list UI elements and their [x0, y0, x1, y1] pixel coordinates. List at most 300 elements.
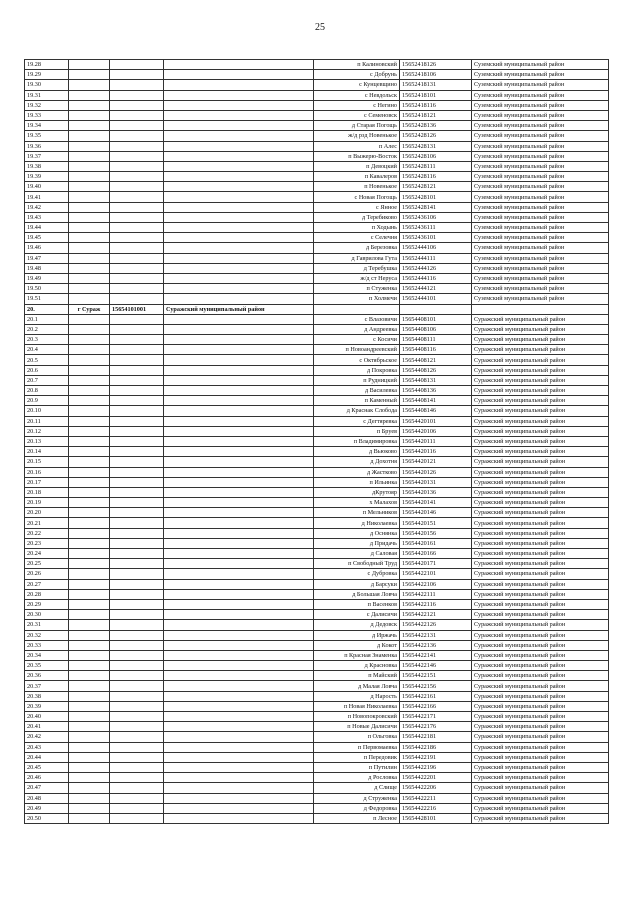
empty-cell [164, 630, 314, 640]
oktmo-code-cell: 15654422181 [400, 732, 472, 742]
empty-cell [69, 579, 110, 589]
empty-cell [164, 487, 314, 497]
table-row [25, 70, 609, 80]
empty-cell [110, 436, 164, 446]
row-number-cell: 19.28 [25, 60, 69, 70]
row-number-cell: 20.26 [25, 569, 69, 579]
row-number-cell: 19.51 [25, 294, 69, 304]
empty-cell [69, 243, 110, 253]
empty-cell [164, 314, 314, 324]
locality-cell: д Рословка [314, 773, 400, 783]
row-number-cell: 20.36 [25, 671, 69, 681]
table-row [25, 284, 609, 294]
table-row [25, 294, 609, 304]
oktmo-code-cell: 15652418126 [400, 60, 472, 70]
empty-cell [69, 426, 110, 436]
row-number-cell: 20.21 [25, 518, 69, 528]
empty-cell [69, 324, 110, 334]
empty-cell [110, 375, 164, 385]
empty-cell [69, 752, 110, 762]
district-cell: Суземский муниципальный район [472, 233, 609, 243]
empty-cell [164, 60, 314, 70]
district-cell: Суражский муниципальный район [472, 579, 609, 589]
table-row [25, 436, 609, 446]
district-cell: Суземский муниципальный район [472, 273, 609, 283]
table-row [25, 406, 609, 416]
empty-cell [69, 742, 110, 752]
table-row [25, 467, 609, 477]
empty-cell [110, 742, 164, 752]
district-cell: Суражский муниципальный район [472, 691, 609, 701]
locality-cell: с Дубровка [314, 569, 400, 579]
row-number-cell: 20.35 [25, 661, 69, 671]
locality-cell: д Дохотня [314, 457, 400, 467]
empty-cell [314, 304, 400, 314]
locality-cell: п Выжерю-Восток [314, 151, 400, 161]
table-row [25, 110, 609, 120]
oktmo-code-cell: 15654408116 [400, 345, 472, 355]
oktmo-code-cell: 15654420171 [400, 559, 472, 569]
district-cell: Суражский муниципальный район [472, 569, 609, 579]
section-header-row [25, 304, 609, 314]
district-cell: Суражский муниципальный район [472, 752, 609, 762]
row-number-cell: 20.30 [25, 610, 69, 620]
empty-cell [69, 650, 110, 660]
district-cell: Суземский муниципальный район [472, 263, 609, 273]
empty-cell [164, 773, 314, 783]
empty-cell [164, 375, 314, 385]
row-number-cell: 19.40 [25, 182, 69, 192]
locality-cell: п Передовик [314, 752, 400, 762]
table-row [25, 762, 609, 772]
empty-cell [164, 110, 314, 120]
locality-cell: д Красновка [314, 661, 400, 671]
oktmo-code-cell: 15654422191 [400, 752, 472, 762]
empty-cell [69, 131, 110, 141]
row-number-cell: 20.16 [25, 467, 69, 477]
table-row [25, 752, 609, 762]
row-number-cell: 20.25 [25, 559, 69, 569]
district-cell: Суземский муниципальный район [472, 182, 609, 192]
oktmo-code-cell: 15654408111 [400, 335, 472, 345]
empty-cell [69, 640, 110, 650]
district-cell: Суражский муниципальный район [472, 661, 609, 671]
table-row [25, 498, 609, 508]
empty-cell [110, 538, 164, 548]
empty-cell [69, 233, 110, 243]
empty-cell [164, 610, 314, 620]
locality-cell: п Ильинка [314, 477, 400, 487]
locality-cell: п Рудницкий [314, 375, 400, 385]
empty-cell [69, 253, 110, 263]
table-row [25, 426, 609, 436]
empty-cell [164, 559, 314, 569]
district-cell: Суземский муниципальный район [472, 243, 609, 253]
table-row [25, 640, 609, 650]
locality-cell: дКрутояр [314, 487, 400, 497]
locality-cell: п Алес [314, 141, 400, 151]
empty-cell [69, 610, 110, 620]
empty-cell [110, 589, 164, 599]
empty-cell [110, 691, 164, 701]
row-number-cell: 19.43 [25, 212, 69, 222]
empty-cell [69, 90, 110, 100]
oktmo-code-cell: 15654420151 [400, 518, 472, 528]
oktmo-code-cell: 15652428131 [400, 141, 472, 151]
locality-cell: с Косичи [314, 335, 400, 345]
row-number-cell: 20.11 [25, 416, 69, 426]
page-number: 25 [315, 22, 325, 33]
oktmo-code-cell: 15652444121 [400, 284, 472, 294]
table-row [25, 803, 609, 813]
table-row [25, 345, 609, 355]
empty-cell [110, 110, 164, 120]
empty-cell [69, 457, 110, 467]
oktmo-code-cell: 15652418101 [400, 90, 472, 100]
locality-cell: п Лесное [314, 813, 400, 823]
empty-cell [69, 396, 110, 406]
table-row [25, 182, 609, 192]
locality-cell: с Кунцевщино [314, 80, 400, 90]
empty-cell [164, 172, 314, 182]
district-cell: Суражский муниципальный район [472, 508, 609, 518]
locality-cell: д Струженка [314, 793, 400, 803]
empty-cell [69, 681, 110, 691]
district-cell: Суражский муниципальный район [472, 345, 609, 355]
district-cell: Суражский муниципальный район [472, 599, 609, 609]
district-cell: Суражский муниципальный район [472, 549, 609, 559]
empty-cell [69, 773, 110, 783]
table-row [25, 712, 609, 722]
oktmo-code-cell: 15654408136 [400, 386, 472, 396]
row-number-cell: 20.14 [25, 447, 69, 457]
empty-cell [110, 498, 164, 508]
locality-cell: д Кокот [314, 640, 400, 650]
empty-cell [69, 447, 110, 457]
district-cell: Суражский муниципальный район [472, 742, 609, 752]
oktmo-code-cell: 15652428116 [400, 172, 472, 182]
empty-cell [69, 569, 110, 579]
row-number-cell: 19.34 [25, 121, 69, 131]
locality-cell: д Жастково [314, 467, 400, 477]
empty-cell [164, 742, 314, 752]
empty-cell [110, 477, 164, 487]
oktmo-code-cell: 15654422196 [400, 762, 472, 772]
district-cell: Суражский муниципальный район [472, 314, 609, 324]
empty-cell [164, 589, 314, 599]
row-number-cell: 19.45 [25, 233, 69, 243]
locality-cell: д Теребиково [314, 212, 400, 222]
row-number-cell: 20.9 [25, 396, 69, 406]
row-number-cell: 20.38 [25, 691, 69, 701]
row-number-cell: 20.47 [25, 783, 69, 793]
empty-cell [69, 100, 110, 110]
table-row [25, 722, 609, 732]
oktmo-code-cell: 15652418106 [400, 70, 472, 80]
empty-cell [110, 518, 164, 528]
empty-cell [110, 681, 164, 691]
empty-cell [164, 803, 314, 813]
row-number-cell: 20.41 [25, 722, 69, 732]
locality-cell: ж/д рзд Новенькое [314, 131, 400, 141]
empty-cell [164, 783, 314, 793]
row-number-cell: 20.40 [25, 712, 69, 722]
locality-cell: д Вьюково [314, 447, 400, 457]
district-cell: Суражский муниципальный район [472, 487, 609, 497]
table-row [25, 335, 609, 345]
oktmo-code-cell: 15654422126 [400, 620, 472, 630]
table-row [25, 243, 609, 253]
empty-cell [164, 681, 314, 691]
table-row [25, 569, 609, 579]
empty-cell [110, 60, 164, 70]
oktmo-code-cell: 15654422156 [400, 681, 472, 691]
empty-cell [110, 610, 164, 620]
district-cell: Суражский муниципальный район [472, 589, 609, 599]
empty-cell [164, 141, 314, 151]
row-number-cell: 19.36 [25, 141, 69, 151]
locality-cell: п Кавалеров [314, 172, 400, 182]
oktmo-code-cell: 15654420131 [400, 477, 472, 487]
empty-cell [164, 813, 314, 823]
locality-cell: с Добрунь [314, 70, 400, 80]
row-number-cell: 19.37 [25, 151, 69, 161]
empty-cell [164, 263, 314, 273]
table-row [25, 661, 609, 671]
empty-cell [110, 182, 164, 192]
row-number-cell: 19.31 [25, 90, 69, 100]
oktmo-code-cell: 15652428111 [400, 161, 472, 171]
row-number-cell: 19.44 [25, 223, 69, 233]
district-cell: Суражский муниципальный район [472, 365, 609, 375]
table-row [25, 477, 609, 487]
district-cell: Суражский муниципальный район [472, 406, 609, 416]
empty-cell [110, 620, 164, 630]
table-row [25, 355, 609, 365]
empty-cell [110, 335, 164, 345]
row-number-cell: 20.29 [25, 599, 69, 609]
empty-cell [110, 80, 164, 90]
district-cell: Суземский муниципальный район [472, 202, 609, 212]
empty-cell [110, 355, 164, 365]
empty-cell [164, 599, 314, 609]
empty-cell [164, 386, 314, 396]
district-cell: Суражский муниципальный район [472, 671, 609, 681]
table-row [25, 620, 609, 630]
empty-cell [69, 110, 110, 120]
district-cell: Суземский муниципальный район [472, 80, 609, 90]
oktmo-code-cell: 15654428101 [400, 813, 472, 823]
table-row [25, 386, 609, 396]
table-row [25, 518, 609, 528]
oktmo-code-cell: 15654420111 [400, 436, 472, 446]
row-number-cell: 20.17 [25, 477, 69, 487]
empty-cell [110, 100, 164, 110]
oktmo-code-cell: 15654408146 [400, 406, 472, 416]
locality-cell: д Саловая [314, 549, 400, 559]
table-row [25, 324, 609, 334]
district-cell: Суземский муниципальный район [472, 253, 609, 263]
district-cell: Суземский муниципальный район [472, 151, 609, 161]
district-cell: Суражский муниципальный район [472, 498, 609, 508]
oktmo-code-cell: 15654420116 [400, 447, 472, 457]
locality-cell: д Теребушка [314, 263, 400, 273]
row-number-cell: 19.46 [25, 243, 69, 253]
oktmo-code-cell: 15652418121 [400, 110, 472, 120]
empty-cell [164, 396, 314, 406]
empty-cell [400, 304, 472, 314]
empty-cell [69, 528, 110, 538]
table-row [25, 487, 609, 497]
empty-cell [164, 691, 314, 701]
oktmo-code-cell: 15654420141 [400, 498, 472, 508]
oktmo-code-cell: 15654422121 [400, 610, 472, 620]
district-cell: Суражский муниципальный район [472, 783, 609, 793]
empty-cell [110, 141, 164, 151]
oktmo-code-cell: 15652428126 [400, 131, 472, 141]
oktmo-code-cell: 15654422211 [400, 793, 472, 803]
empty-cell [110, 365, 164, 375]
row-number-cell: 20.7 [25, 375, 69, 385]
oktmo-code-cell: 15654422216 [400, 803, 472, 813]
empty-cell [69, 375, 110, 385]
empty-cell [164, 131, 314, 141]
locality-cell: с Новая Погощь [314, 192, 400, 202]
empty-cell [164, 579, 314, 589]
row-number-cell: 19.35 [25, 131, 69, 141]
table-row [25, 192, 609, 202]
district-cell: Суражский муниципальный район [472, 620, 609, 630]
oktmo-code-cell: 15654408121 [400, 355, 472, 365]
empty-cell [110, 508, 164, 518]
table-body-after [25, 314, 609, 823]
locality-cell: д Николаевка [314, 518, 400, 528]
empty-cell [164, 447, 314, 457]
empty-cell [69, 538, 110, 548]
empty-cell [110, 90, 164, 100]
table-row [25, 773, 609, 783]
section-header-body [25, 304, 609, 314]
locality-cell: с Негино [314, 100, 400, 110]
table-row [25, 559, 609, 569]
district-cell: Суземский муниципальный район [472, 60, 609, 70]
district-cell: Суражский муниципальный район [472, 416, 609, 426]
empty-cell [69, 345, 110, 355]
oktmo-code-cell: 15654422131 [400, 630, 472, 640]
table-row [25, 253, 609, 263]
empty-cell [164, 253, 314, 263]
empty-cell [164, 212, 314, 222]
locality-cell: п Ходынь [314, 223, 400, 233]
row-number-cell: 19.38 [25, 161, 69, 171]
empty-cell [164, 243, 314, 253]
row-number-cell: 19.32 [25, 100, 69, 110]
locality-cell: д Гаврилова Гута [314, 253, 400, 263]
empty-cell [69, 813, 110, 823]
locality-cell: д Барсуки [314, 579, 400, 589]
row-number-cell: 19.42 [25, 202, 69, 212]
oktmo-code-cell: 15654422176 [400, 722, 472, 732]
table-row [25, 681, 609, 691]
table-row [25, 538, 609, 548]
empty-cell [164, 528, 314, 538]
empty-cell [164, 223, 314, 233]
empty-cell [69, 386, 110, 396]
locality-cell: с Далисичи [314, 610, 400, 620]
empty-cell [164, 90, 314, 100]
table-row [25, 732, 609, 742]
empty-cell [164, 549, 314, 559]
oktmo-code-cell: 15654420121 [400, 457, 472, 467]
empty-cell [110, 233, 164, 243]
table-row [25, 793, 609, 803]
district-cell: Суражский муниципальный район [472, 538, 609, 548]
empty-cell [164, 121, 314, 131]
district-cell: Суражский муниципальный район [472, 324, 609, 334]
empty-cell [110, 294, 164, 304]
district-cell: Суражский муниципальный район [472, 773, 609, 783]
row-number-cell: 20.48 [25, 793, 69, 803]
empty-cell [110, 202, 164, 212]
empty-cell [69, 589, 110, 599]
empty-cell [69, 671, 110, 681]
empty-cell [110, 416, 164, 426]
oktmo-code-cell: 15654422106 [400, 579, 472, 589]
empty-cell [110, 528, 164, 538]
table-row [25, 172, 609, 182]
locality-cell: п Девоцкий [314, 161, 400, 171]
empty-cell [110, 467, 164, 477]
row-number-cell: 20.45 [25, 762, 69, 772]
district-cell: Суражский муниципальный район [472, 528, 609, 538]
locality-cell: д Большая Ловча [314, 589, 400, 599]
row-number-cell: 20.27 [25, 579, 69, 589]
empty-cell [69, 487, 110, 497]
empty-cell [110, 579, 164, 589]
empty-cell [69, 223, 110, 233]
locality-cell: п Васенков [314, 599, 400, 609]
district-cell: Суражский муниципальный район [472, 426, 609, 436]
district-cell: Суражский муниципальный район [472, 630, 609, 640]
oktmo-code-cell: 15654422186 [400, 742, 472, 752]
district-cell: Суражский муниципальный район [472, 457, 609, 467]
empty-cell [110, 661, 164, 671]
district-cell: Суражский муниципальный район [472, 732, 609, 742]
district-cell: Суражский муниципальный район [472, 610, 609, 620]
empty-cell [164, 161, 314, 171]
empty-cell [69, 80, 110, 90]
empty-cell [164, 650, 314, 660]
empty-cell [69, 549, 110, 559]
row-number-cell: 20.49 [25, 803, 69, 813]
district-cell: Суземский муниципальный район [472, 161, 609, 171]
empty-cell [110, 457, 164, 467]
table-row [25, 212, 609, 222]
empty-cell [164, 151, 314, 161]
empty-cell [110, 793, 164, 803]
oktmo-code-cell: 15652444116 [400, 273, 472, 283]
table-row [25, 630, 609, 640]
locality-cell: х Малахов [314, 498, 400, 508]
empty-cell [69, 762, 110, 772]
row-number-cell: 20.6 [25, 365, 69, 375]
locality-cell: п Мельников [314, 508, 400, 518]
district-cell: Суземский муниципальный район [472, 100, 609, 110]
row-number-cell: 20.10 [25, 406, 69, 416]
empty-cell [69, 284, 110, 294]
district-cell: Суражский муниципальный район [472, 701, 609, 711]
locality-cell: д Дедовск [314, 620, 400, 630]
